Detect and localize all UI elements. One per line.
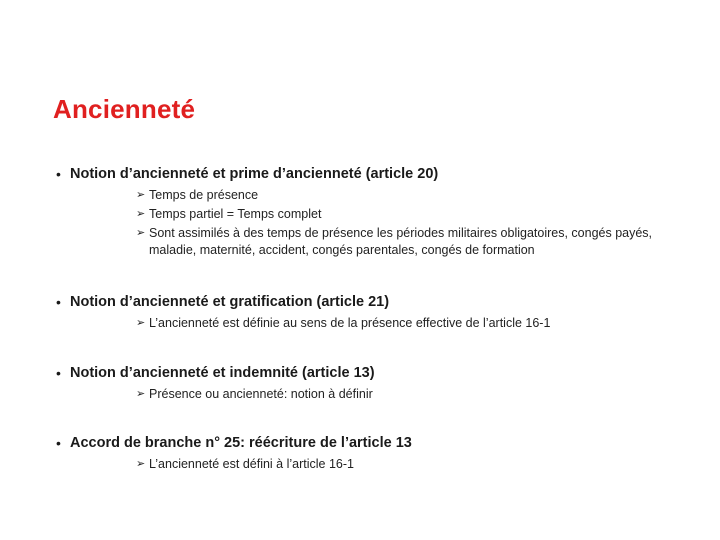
slide-title: Ancienneté: [53, 94, 196, 124]
list-item-text: Sont assimilés à des temps de présence les périodes militaires obligatoires, congés payés, maladie, maternité, accident, congés parentales, congés de formation: [149, 226, 653, 257]
sub-list: [136, 315, 696, 332]
arrow-bullet-icon: ➢: [136, 458, 146, 470]
list-item-text: L’ancienneté est définie au sens de la présence effective de l’article 16-1: [149, 316, 551, 330]
section-heading-row: [56, 293, 696, 311]
section-gratification: [56, 293, 696, 334]
section-heading-row: [56, 364, 696, 382]
sub-list: [136, 456, 696, 473]
section-heading: Notion d’ancienneté et gratification (article 21): [70, 294, 390, 310]
section-heading: Accord de branche n° 25: réécriture de l’article 13: [70, 435, 412, 451]
list-item: [136, 315, 696, 332]
section-accord-branche: [56, 434, 696, 475]
arrow-bullet-icon: ➢: [136, 227, 146, 239]
list-item: [136, 456, 696, 473]
arrow-bullet-icon: ➢: [136, 208, 146, 220]
bullet-icon: •: [56, 365, 61, 381]
section-heading-row: [56, 165, 696, 183]
bullet-icon: •: [56, 435, 61, 451]
bullet-icon: •: [56, 294, 61, 310]
arrow-bullet-icon: ➢: [136, 317, 146, 329]
sub-list: [136, 187, 696, 259]
list-item: [136, 206, 696, 223]
arrow-bullet-icon: ➢: [136, 388, 146, 400]
section-heading-row: [56, 434, 696, 452]
list-item: [136, 386, 696, 403]
bullet-icon: •: [56, 166, 61, 182]
list-item-text: Présence ou ancienneté: notion à définir: [149, 387, 373, 401]
section-heading: Notion d’ancienneté et prime d’ancienneté (article 20): [70, 166, 439, 182]
section-prime-anciennete: [56, 165, 696, 261]
list-item-text: Temps partiel = Temps complet: [149, 207, 322, 221]
sub-list: [136, 386, 696, 403]
list-item-text: L’ancienneté est défini à l’article 16-1: [149, 457, 354, 471]
list-item: [136, 187, 696, 204]
section-indemnite: [56, 364, 696, 405]
list-item-text: Temps de présence: [149, 188, 259, 202]
arrow-bullet-icon: ➢: [136, 189, 146, 201]
section-heading: Notion d’ancienneté et indemnité (article 13): [70, 365, 375, 381]
list-item: [136, 225, 696, 259]
